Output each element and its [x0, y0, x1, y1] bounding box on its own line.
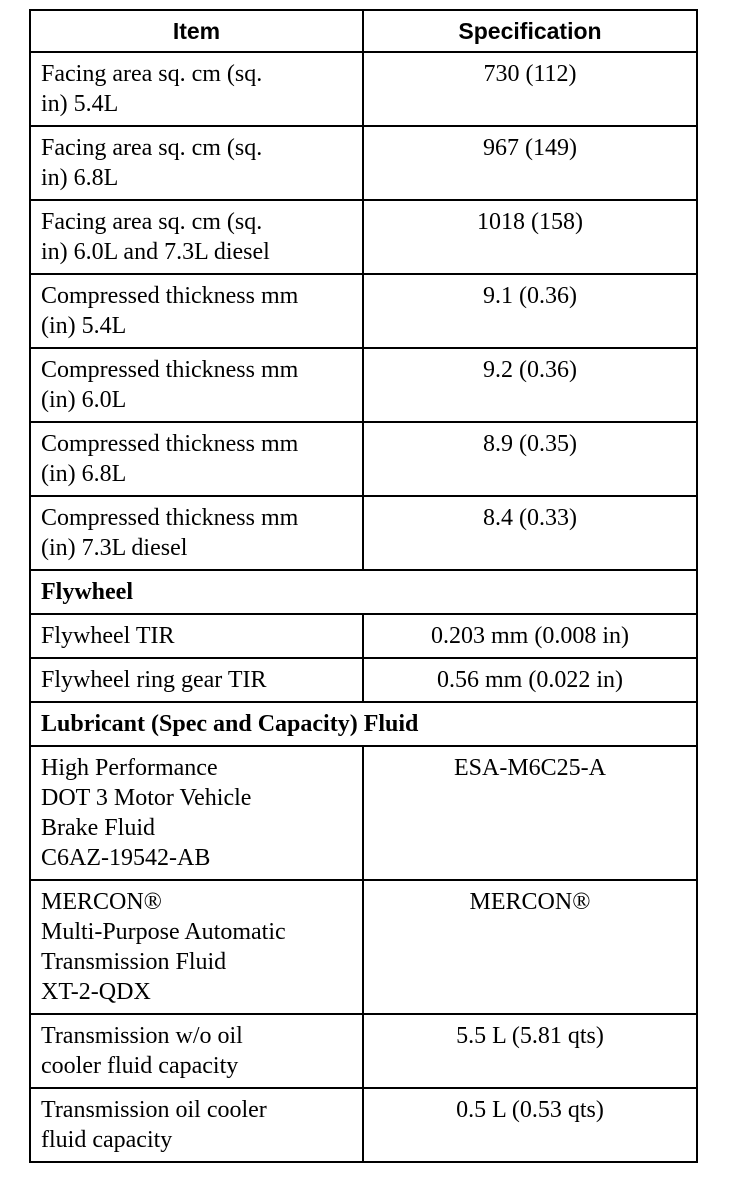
- item-text-line: Flywheel ring gear TIR: [41, 667, 267, 693]
- specification-cell: MERCON®: [363, 880, 697, 1014]
- item-text-line: (in) 5.4L: [41, 313, 127, 339]
- item-cell: [30, 658, 363, 702]
- table-row: [30, 274, 697, 348]
- table-row: [30, 614, 697, 658]
- item-cell: [30, 422, 363, 496]
- item-cell: [30, 274, 363, 348]
- item-cell: [30, 348, 363, 422]
- item-cell: [30, 52, 363, 126]
- item-cell: [30, 1014, 363, 1088]
- specification-cell: 8.4 (0.33): [363, 496, 697, 570]
- item-cell: [30, 614, 363, 658]
- table-row: [30, 348, 697, 422]
- specification-cell: 9.1 (0.36): [363, 274, 697, 348]
- item-text-line: Compressed thickness mm: [41, 505, 299, 531]
- specification-cell: 967 (149): [363, 126, 697, 200]
- specification-cell: ESA-M6C25-A: [363, 746, 697, 880]
- item-text-line: High Performance: [41, 755, 218, 781]
- table-row: [30, 496, 697, 570]
- item-text-line: XT-2-QDX: [41, 979, 151, 1005]
- specification-cell: 0.203 mm (0.008 in): [363, 614, 697, 658]
- item-text-line: (in) 6.8L: [41, 461, 127, 487]
- item-text-line: Compressed thickness mm: [41, 283, 299, 309]
- specification-cell: 5.5 L (5.81 qts): [363, 1014, 697, 1088]
- item-text-line: in) 6.8L: [41, 165, 119, 191]
- table-body: [30, 52, 697, 1162]
- header-item: Item: [30, 10, 363, 52]
- item-text-line: Transmission oil cooler: [41, 1097, 267, 1123]
- table-row: [30, 880, 697, 1014]
- item-cell: [30, 496, 363, 570]
- section-heading: Lubricant (Spec and Capacity) Fluid: [30, 702, 697, 746]
- table-row: [30, 658, 697, 702]
- table-row: [30, 422, 697, 496]
- item-text-line: Facing area sq. cm (sq.: [41, 61, 263, 87]
- section-row: [30, 570, 697, 614]
- item-text-line: Facing area sq. cm (sq.: [41, 135, 263, 161]
- section-heading: Flywheel: [30, 570, 697, 614]
- table-row: [30, 1014, 697, 1088]
- item-text-line: fluid capacity: [41, 1127, 173, 1153]
- item-cell: [30, 1088, 363, 1162]
- table-row: [30, 200, 697, 274]
- item-text-line: C6AZ-19542-AB: [41, 845, 211, 871]
- item-text-line: Transmission w/o oil: [41, 1023, 243, 1049]
- item-cell: [30, 200, 363, 274]
- specification-cell: 730 (112): [363, 52, 697, 126]
- item-cell: [30, 880, 363, 1014]
- item-text-line: Multi-Purpose Automatic: [41, 919, 286, 945]
- item-text-line: Compressed thickness mm: [41, 357, 299, 383]
- item-text-line: Transmission Fluid: [41, 949, 227, 975]
- specification-cell: 9.2 (0.36): [363, 348, 697, 422]
- table-row: [30, 126, 697, 200]
- item-text-line: cooler fluid capacity: [41, 1053, 239, 1079]
- item-text-line: Compressed thickness mm: [41, 431, 299, 457]
- table-row: [30, 52, 697, 126]
- specification-table: [29, 9, 698, 1163]
- table-row: [30, 746, 697, 880]
- header-specification: Specification: [363, 10, 697, 52]
- item-text-line: (in) 6.0L: [41, 387, 127, 413]
- item-cell: [30, 746, 363, 880]
- item-text-line: Facing area sq. cm (sq.: [41, 209, 263, 235]
- item-text-line: (in) 7.3L diesel: [41, 535, 188, 561]
- specification-cell: 8.9 (0.35): [363, 422, 697, 496]
- item-cell: [30, 126, 363, 200]
- table-row: [30, 1088, 697, 1162]
- item-text-line: in) 6.0L and 7.3L diesel: [41, 239, 270, 265]
- item-text-line: Brake Fluid: [41, 815, 155, 841]
- header-row: [30, 10, 697, 52]
- item-text-line: in) 5.4L: [41, 91, 119, 117]
- specification-cell: 0.5 L (0.53 qts): [363, 1088, 697, 1162]
- specification-cell: 0.56 mm (0.022 in): [363, 658, 697, 702]
- section-row: [30, 702, 697, 746]
- specification-cell: 1018 (158): [363, 200, 697, 274]
- item-text-line: MERCON®: [41, 889, 162, 915]
- item-text-line: Flywheel TIR: [41, 623, 175, 649]
- item-text-line: DOT 3 Motor Vehicle: [41, 785, 252, 811]
